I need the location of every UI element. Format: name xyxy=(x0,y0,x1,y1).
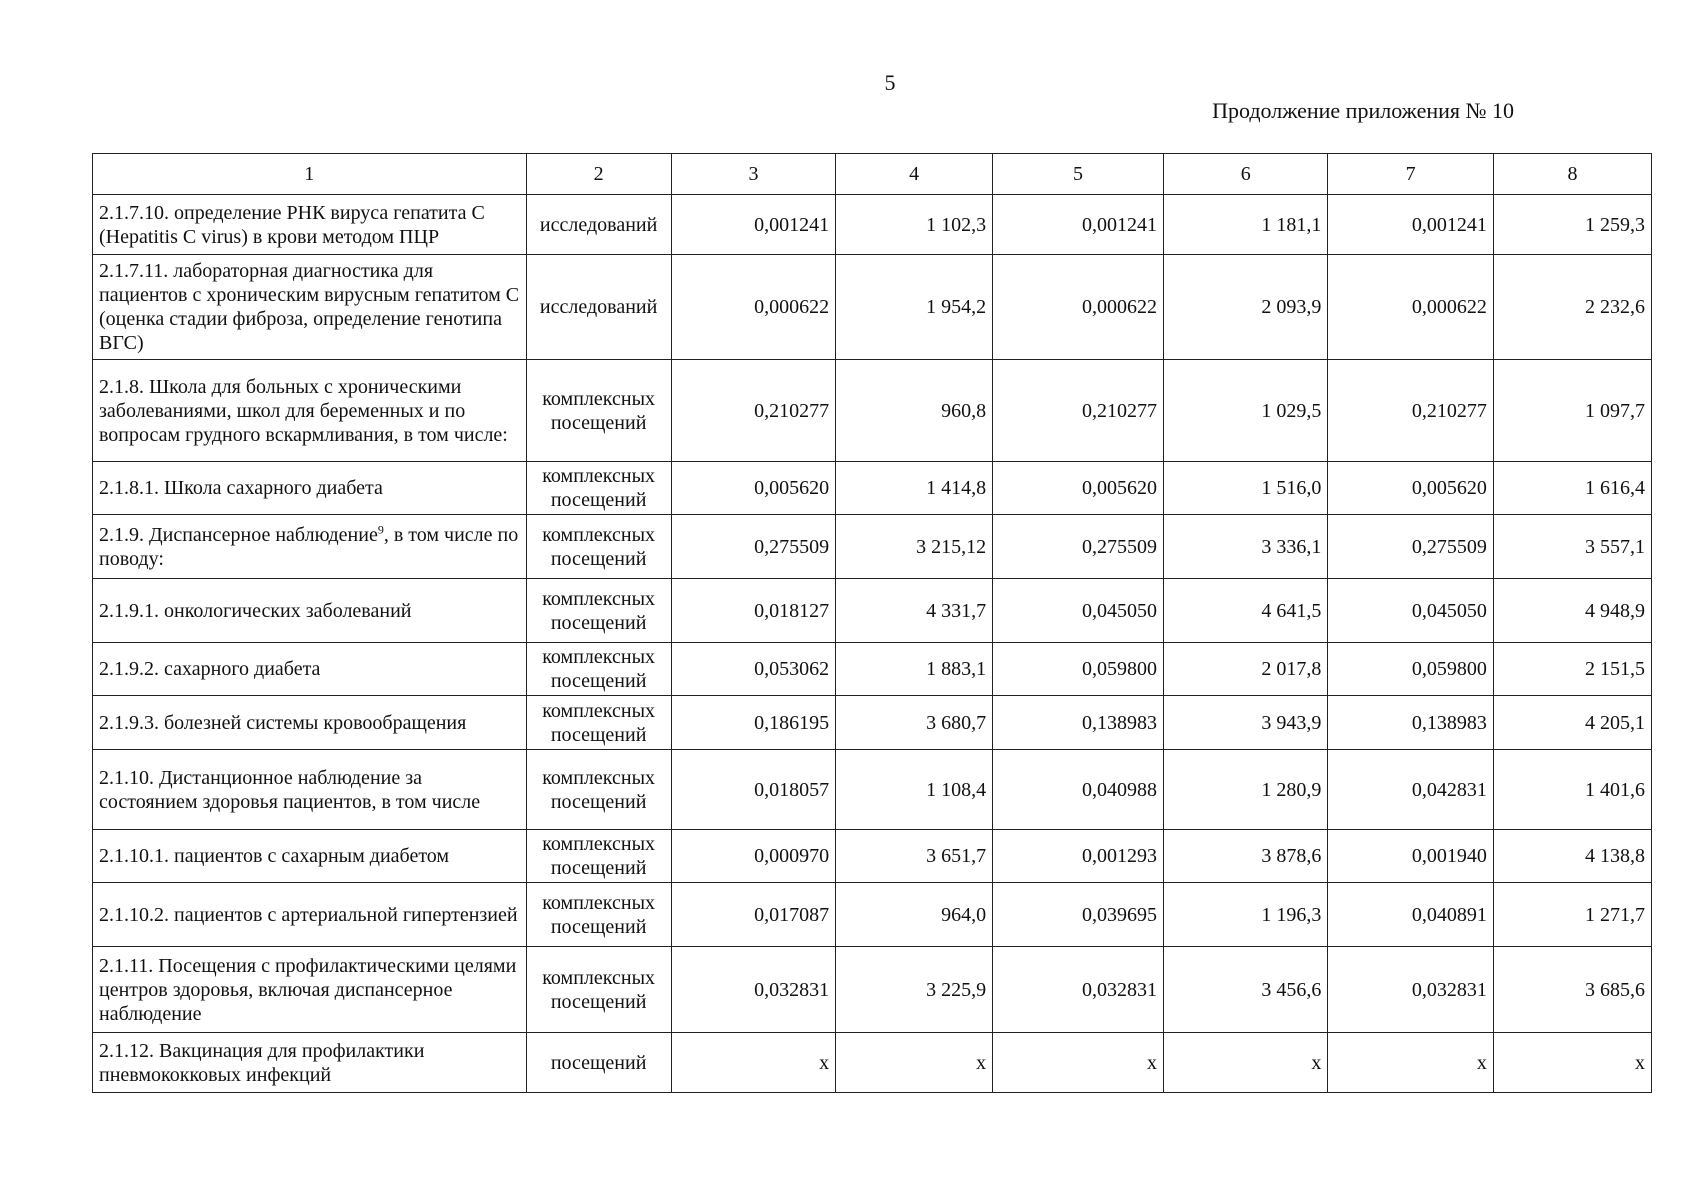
value-cell: 1 029,5 xyxy=(1163,360,1327,462)
value-cell: 0,017087 xyxy=(671,883,835,947)
row-name: 2.1.9.2. сахарного диабета xyxy=(93,643,527,696)
header-row xyxy=(93,154,1652,195)
value-cell: 0,001241 xyxy=(671,195,835,255)
value-cell: 4 641,5 xyxy=(1163,579,1327,643)
value-cell: 3 215,12 xyxy=(836,515,993,579)
row-name: 2.1.10.1. пациентов с сахарным диабетом xyxy=(93,830,527,883)
row-name: 2.1.12. Вакцинация для профилактики пневмококковых инфекций xyxy=(93,1033,527,1093)
row-name: 2.1.9.3. болезней системы кровообращения xyxy=(93,696,527,750)
row-unit: комплексных посещений xyxy=(526,579,671,643)
row-name: 2.1.7.11. лабораторная диагностика для пациентов с хроническим вирусным гепатитом С (оценка стадии фиброза, определение генотипа ВГС) xyxy=(93,255,527,360)
row-name xyxy=(93,515,527,579)
value-cell: 0,210277 xyxy=(671,360,835,462)
value-cell: x xyxy=(836,1033,993,1093)
table-row xyxy=(93,883,1652,947)
value-cell: 0,018057 xyxy=(671,750,835,830)
value-cell: 3 651,7 xyxy=(836,830,993,883)
value-cell: 0,210277 xyxy=(993,360,1164,462)
table-row xyxy=(93,515,1652,579)
header-cell: 5 xyxy=(993,154,1164,195)
value-cell: 960,8 xyxy=(836,360,993,462)
value-cell: 1 097,7 xyxy=(1493,360,1651,462)
value-cell: 1 108,4 xyxy=(836,750,993,830)
value-cell: x xyxy=(1163,1033,1327,1093)
value-cell: 1 516,0 xyxy=(1163,462,1327,515)
table-row xyxy=(93,579,1652,643)
value-cell: 1 883,1 xyxy=(836,643,993,696)
value-cell: 0,005620 xyxy=(671,462,835,515)
value-cell: 0,001241 xyxy=(1328,195,1494,255)
value-cell: 0,275509 xyxy=(671,515,835,579)
table-row xyxy=(93,696,1652,750)
value-cell: 1 259,3 xyxy=(1493,195,1651,255)
header-cell: 6 xyxy=(1163,154,1327,195)
value-cell: 0,275509 xyxy=(993,515,1164,579)
table-row xyxy=(93,830,1652,883)
row-name: 2.1.9.1. онкологических заболеваний xyxy=(93,579,527,643)
row-unit: исследований xyxy=(526,255,671,360)
row-unit: комплексных посещений xyxy=(526,883,671,947)
value-cell: 0,005620 xyxy=(1328,462,1494,515)
value-cell: 3 680,7 xyxy=(836,696,993,750)
value-cell: 1 271,7 xyxy=(1493,883,1651,947)
value-cell: 1 280,9 xyxy=(1163,750,1327,830)
value-cell: 0,138983 xyxy=(1328,696,1494,750)
row-name: 2.1.7.10. определение РНК вируса гепатита С (Hepatitis C virus) в крови методом ПЦР xyxy=(93,195,527,255)
value-cell: 2 017,8 xyxy=(1163,643,1327,696)
header-cell: 2 xyxy=(526,154,671,195)
value-cell: 3 225,9 xyxy=(836,947,993,1033)
value-cell: 0,186195 xyxy=(671,696,835,750)
value-cell: 0,210277 xyxy=(1328,360,1494,462)
value-cell: 0,001293 xyxy=(993,830,1164,883)
value-cell: 0,005620 xyxy=(993,462,1164,515)
row-name: 2.1.8. Школа для больных с хроническими заболеваниями, школ для беременных и по вопросам грудного вскармливания, в том числе: xyxy=(93,360,527,462)
value-cell: 1 401,6 xyxy=(1493,750,1651,830)
row-unit: исследований xyxy=(526,195,671,255)
row-unit: комплексных посещений xyxy=(526,515,671,579)
value-cell: 0,032831 xyxy=(1328,947,1494,1033)
row-unit: комплексных посещений xyxy=(526,360,671,462)
value-cell: x xyxy=(671,1033,835,1093)
row-name: 2.1.10.2. пациентов с артериальной гипертензией xyxy=(93,883,527,947)
value-cell: 964,0 xyxy=(836,883,993,947)
value-cell: 0,039695 xyxy=(993,883,1164,947)
table-row xyxy=(93,1033,1652,1093)
header-cell: 1 xyxy=(93,154,527,195)
value-cell: 1 181,1 xyxy=(1163,195,1327,255)
value-cell: 0,000970 xyxy=(671,830,835,883)
continuation-caption: Продолжение приложения № 10 xyxy=(1212,98,1514,123)
value-cell: 4 948,9 xyxy=(1493,579,1651,643)
value-cell: 3 878,6 xyxy=(1163,830,1327,883)
header-cell: 7 xyxy=(1328,154,1494,195)
table-row xyxy=(93,462,1652,515)
value-cell: 3 943,9 xyxy=(1163,696,1327,750)
value-cell: 1 954,2 xyxy=(836,255,993,360)
value-cell: 0,059800 xyxy=(993,643,1164,696)
table-row xyxy=(93,750,1652,830)
value-cell: x xyxy=(1493,1033,1651,1093)
page-number: 5 xyxy=(884,70,896,95)
value-cell: 1 196,3 xyxy=(1163,883,1327,947)
row-name-suffix: , в том числе по поводу: xyxy=(99,523,519,570)
table-row xyxy=(93,947,1652,1033)
value-cell: 0,000622 xyxy=(993,255,1164,360)
row-name-text: 2.1.9. Диспансерное наблюдение xyxy=(99,523,378,546)
header-cell: 8 xyxy=(1493,154,1651,195)
value-cell: 2 093,9 xyxy=(1163,255,1327,360)
value-cell: 0,000622 xyxy=(671,255,835,360)
value-cell: 1 102,3 xyxy=(836,195,993,255)
value-cell: 3 685,6 xyxy=(1493,947,1651,1033)
row-name: 2.1.11. Посещения с профилактическими целями центров здоровья, включая диспансерное наблюдение xyxy=(93,947,527,1033)
value-cell: 0,001241 xyxy=(993,195,1164,255)
value-cell: 0,045050 xyxy=(1328,579,1494,643)
value-cell: 0,138983 xyxy=(993,696,1164,750)
table-row xyxy=(93,255,1652,360)
value-cell: 0,040988 xyxy=(993,750,1164,830)
value-cell: 4 205,1 xyxy=(1493,696,1651,750)
value-cell: 1 414,8 xyxy=(836,462,993,515)
value-cell: 3 557,1 xyxy=(1493,515,1651,579)
value-cell: 4 138,8 xyxy=(1493,830,1651,883)
row-unit: посещений xyxy=(526,1033,671,1093)
row-unit: комплексных посещений xyxy=(526,947,671,1033)
value-cell: 0,059800 xyxy=(1328,643,1494,696)
value-cell: x xyxy=(1328,1033,1494,1093)
row-unit: комплексных посещений xyxy=(526,750,671,830)
value-cell: 0,040891 xyxy=(1328,883,1494,947)
row-name: 2.1.10. Дистанционное наблюдение за состоянием здоровья пациентов, в том числе xyxy=(93,750,527,830)
value-cell: 0,032831 xyxy=(671,947,835,1033)
header-cell: 3 xyxy=(671,154,835,195)
value-cell: 3 336,1 xyxy=(1163,515,1327,579)
row-unit: комплексных посещений xyxy=(526,643,671,696)
value-cell: 1 616,4 xyxy=(1493,462,1651,515)
table-row xyxy=(93,360,1652,462)
row-unit: комплексных посещений xyxy=(526,462,671,515)
footnote-mark: 9 xyxy=(377,521,384,536)
value-cell: 0,042831 xyxy=(1328,750,1494,830)
value-cell: 0,018127 xyxy=(671,579,835,643)
value-cell: 0,000622 xyxy=(1328,255,1494,360)
value-cell: 0,001940 xyxy=(1328,830,1494,883)
value-cell: 0,275509 xyxy=(1328,515,1494,579)
value-cell: 4 331,7 xyxy=(836,579,993,643)
tariff-table xyxy=(92,153,1652,1093)
table-row xyxy=(93,643,1652,696)
row-unit: комплексных посещений xyxy=(526,696,671,750)
row-name: 2.1.8.1. Школа сахарного диабета xyxy=(93,462,527,515)
value-cell: x xyxy=(993,1033,1164,1093)
row-unit: комплексных посещений xyxy=(526,830,671,883)
value-cell: 2 151,5 xyxy=(1493,643,1651,696)
value-cell: 2 232,6 xyxy=(1493,255,1651,360)
table-row xyxy=(93,195,1652,255)
value-cell: 3 456,6 xyxy=(1163,947,1327,1033)
header-cell: 4 xyxy=(836,154,993,195)
value-cell: 0,045050 xyxy=(993,579,1164,643)
value-cell: 0,053062 xyxy=(671,643,835,696)
value-cell: 0,032831 xyxy=(993,947,1164,1033)
